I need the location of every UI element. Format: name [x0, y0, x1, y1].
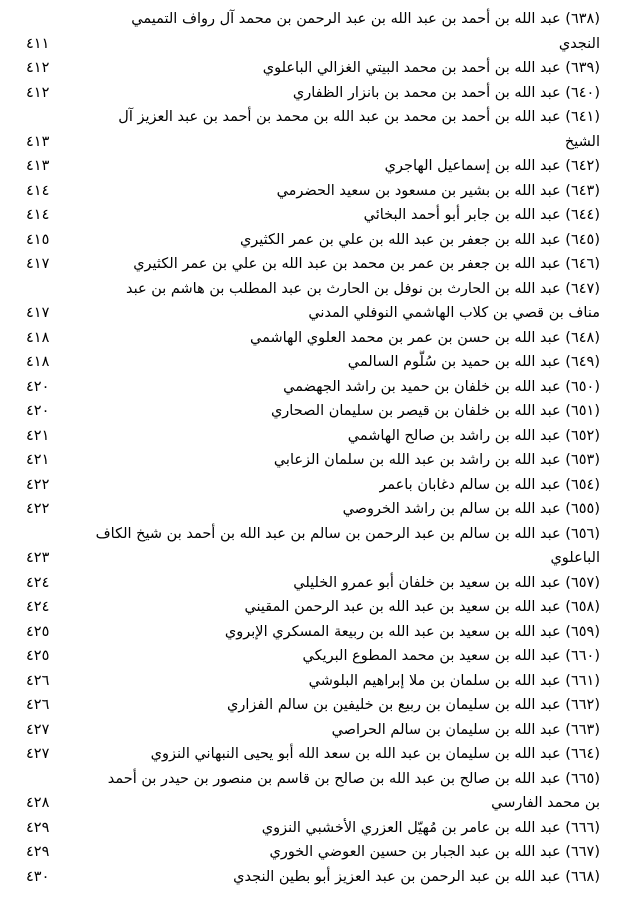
entry-page-number: ٤٢١ — [26, 452, 50, 468]
entry-text: بن محمد الفارسي — [491, 795, 600, 811]
entry-page-number: ٤٢٨ — [26, 795, 50, 811]
entry-page-number: ٤٢٦ — [26, 672, 50, 689]
index-entry-row — [26, 252, 600, 277]
entry-page-number: ٤١٨ — [26, 354, 50, 370]
entry-text: (٦٥٢) عبد الله بن راشد بن صالح الهاشمي — [347, 427, 600, 444]
entry-text: (٦٥١) عبد الله بن خلفان بن قيصر بن سليمان الصحاري — [270, 403, 600, 419]
entry-text: (٦٤٢) عبد الله بن إسماعيل الهاجري — [384, 158, 600, 174]
entry-page-number: ٤٢٢ — [26, 476, 50, 493]
index-entry-row — [26, 767, 600, 792]
entry-text: النجدي — [558, 35, 600, 52]
index-entry-row — [26, 130, 600, 155]
entry-text: (٦٤٥) عبد الله بن جعفر بن عبد الله بن علي بن عمر الكثيري — [239, 231, 600, 248]
index-entry-row — [26, 56, 600, 81]
entry-text: (٦٦٢) عبد الله بن سليمان بن ربيع بن خليفين بن سالم الفزاري — [227, 697, 600, 713]
index-entry-row — [26, 301, 600, 326]
entry-text: (٦٦٦) عبد الله بن عامر بن مُهيّل العزري الأخشبي النزوي — [261, 819, 600, 836]
index-entry-row — [26, 644, 600, 669]
entry-text: (٦٤٨) عبد الله بن حسن بن عمر بن محمد العلوي الهاشمي — [249, 329, 600, 346]
entry-text: (٦٣٩) عبد الله بن أحمد بن محمد البيتي الغزالي الباعلوي — [262, 60, 600, 76]
entry-page-number — [26, 7, 60, 32]
entry-page-number: ٤١٧ — [26, 256, 50, 272]
index-entry-row — [26, 228, 600, 253]
entry-page-number: ٤٣٠ — [26, 868, 50, 885]
index-entry-row — [26, 350, 600, 375]
entry-text: (٦٤٤) عبد الله بن جابر أبو أحمد البخائي — [363, 207, 600, 223]
index-entry-row — [26, 816, 600, 841]
entry-page-number: ٤١١ — [26, 35, 50, 52]
entry-text: (٦٦٥) عبد الله بن صالح بن عبد الله بن صالح بن قاسم بن منصور بن حيدر بن أحمد — [107, 770, 600, 787]
entry-text: (٦٤٩) عبد الله بن حميد بن سُلُّوم السالمي — [347, 354, 600, 370]
entry-page-number: ٤١٣ — [26, 158, 50, 174]
index-entry-row — [26, 840, 600, 865]
entry-page-number: ٤٢٥ — [26, 648, 50, 664]
index-entry-row — [26, 375, 600, 400]
index-entry-row — [26, 179, 600, 204]
index-entry-row — [26, 105, 600, 130]
index-entry-row — [26, 595, 600, 620]
index-entry-row — [26, 791, 600, 816]
index-entry-row — [26, 203, 600, 228]
entry-page-number — [26, 767, 60, 792]
index-entry-row — [26, 522, 600, 547]
index-entry-row — [26, 154, 600, 179]
entry-page-number: ٤٢١ — [26, 427, 50, 444]
index-entry-row — [26, 620, 600, 645]
index-entry-row — [26, 32, 600, 57]
entry-text: (٦٦٤) عبد الله بن سليمان بن عبد الله بن سعد الله أبو يحيى النبهاني النزوي — [150, 746, 600, 762]
entry-page-number: ٤١٢ — [26, 60, 50, 76]
index-entry-row — [26, 326, 600, 351]
entry-text: (٦٤٣) عبد الله بن بشير بن مسعود بن سعيد الحضرمي — [276, 182, 600, 199]
entry-page-number — [26, 522, 60, 547]
entry-page-number: ٤١٣ — [26, 133, 50, 150]
entry-text: (٦٦٠) عبد الله بن سعيد بن محمد المطوع البريكي — [302, 648, 600, 664]
entry-text: (٦٥٤) عبد الله بن سالم دغابان باعمر — [379, 476, 600, 493]
entry-page-number: ٤٢٩ — [26, 819, 50, 836]
entry-page-number — [26, 105, 60, 130]
entry-text: (٦٣٨) عبد الله بن أحمد بن عبد الله بن عبد الرحمن بن محمد آل رواف التميمي — [131, 11, 600, 27]
entry-page-number: ٤١٤ — [26, 207, 50, 223]
entry-text: (٦٦١) عبد الله بن سلمان بن ملا إبراهيم البلوشي — [308, 672, 600, 689]
entry-page-number: ٤٢٦ — [26, 697, 50, 713]
index-entry-row — [26, 473, 600, 498]
entry-text: (٦٥٠) عبد الله بن خلفان بن حميد بن راشد الجهضمي — [283, 378, 600, 395]
index-entry-row — [26, 718, 600, 743]
entry-text: (٦٦٣) عبد الله بن سليمان بن سالم الحراصي — [331, 721, 600, 738]
entry-page-number: ٤٢٠ — [26, 378, 50, 395]
entry-page-number: ٤١٢ — [26, 84, 50, 101]
index-entry-row — [26, 865, 600, 890]
entry-page-number: ٤١٨ — [26, 329, 50, 346]
entry-text: (٦٤١) عبد الله بن أحمد بن محمد بن عبد الله بن محمد بن أحمد بن عبد العزيز آل — [118, 109, 600, 125]
index-entry-row — [26, 571, 600, 596]
entry-page-number: ٤٢٤ — [26, 599, 50, 615]
entry-text: (٦٥٨) عبد الله بن سعيد بن عبد الله بن عبد الرحمن المقيني — [244, 599, 600, 615]
entry-text: (٦٤٧) عبد الله بن الحارث بن نوفل بن الحارث بن عبد المطلب بن هاشم بن عبد — [125, 280, 600, 297]
entry-text: (٦٥٥) عبد الله بن سالم بن راشد الخروصي — [342, 501, 600, 517]
entry-page-number: ٤٢٠ — [26, 403, 50, 419]
entry-text: (٦٥٩) عبد الله بن سعيد بن عبد الله بن ربيعة المسكري الإبروي — [224, 623, 600, 640]
index-entry-row — [26, 7, 600, 32]
index-entry-row — [26, 448, 600, 473]
entry-page-number — [26, 277, 60, 302]
entry-page-number: ٤٢٣ — [26, 550, 50, 566]
entry-page-number: ٤٢٧ — [26, 721, 50, 738]
entry-page-number: ٤٢٤ — [26, 574, 50, 591]
entry-page-number: ٤١٧ — [26, 305, 50, 321]
entry-text: (٦٥٧) عبد الله بن سعيد بن خلفان أبو عمرو الخليلي — [293, 574, 600, 591]
index-entry-row — [26, 277, 600, 302]
index-entry-row — [26, 81, 600, 106]
entry-page-number: ٤٢٢ — [26, 501, 50, 517]
entry-text: (٦٦٨) عبد الله بن عبد الرحمن بن عبد العزيز أبو بطين النجدي — [233, 868, 600, 885]
entry-text: مناف بن قصي بن كلاب الهاشمي النوفلي المدني — [308, 305, 600, 321]
entry-text: (٦٤٦) عبد الله بن جعفر بن عمر بن محمد بن عبد الله بن علي بن عمر الكثيري — [133, 256, 600, 272]
index-entry-row — [26, 424, 600, 449]
entry-page-number: ٤١٤ — [26, 182, 50, 199]
entry-text: الباعلوي — [550, 550, 600, 566]
entry-text: الشيخ — [564, 133, 600, 150]
index-entry-row — [26, 497, 600, 522]
entry-page-number: ٤٢٥ — [26, 623, 50, 640]
index-page — [26, 7, 600, 889]
index-entry-row — [26, 693, 600, 718]
index-entry-row — [26, 742, 600, 767]
entry-page-number: ٤٢٩ — [26, 844, 50, 860]
entry-text: (٦٤٠) عبد الله بن أحمد بن محمد بن بانزار الظفاري — [292, 84, 600, 101]
index-entry-row — [26, 399, 600, 424]
index-entry-row — [26, 546, 600, 571]
entry-page-number: ٤١٥ — [26, 231, 50, 248]
entry-text: (٦٥٣) عبد الله بن راشد بن عبد الله بن سلمان الزعابي — [273, 452, 600, 468]
entry-text: (٦٦٧) عبد الله بن عبد الجبار بن حسين العوضي الخوري — [269, 844, 600, 860]
entry-page-number: ٤٢٧ — [26, 746, 50, 762]
index-entry-row — [26, 669, 600, 694]
entry-text: (٦٥٦) عبد الله بن سالم بن عبد الرحمن بن سالم بن عبد الله بن أحمد بن شيخ الكاف — [95, 525, 600, 542]
